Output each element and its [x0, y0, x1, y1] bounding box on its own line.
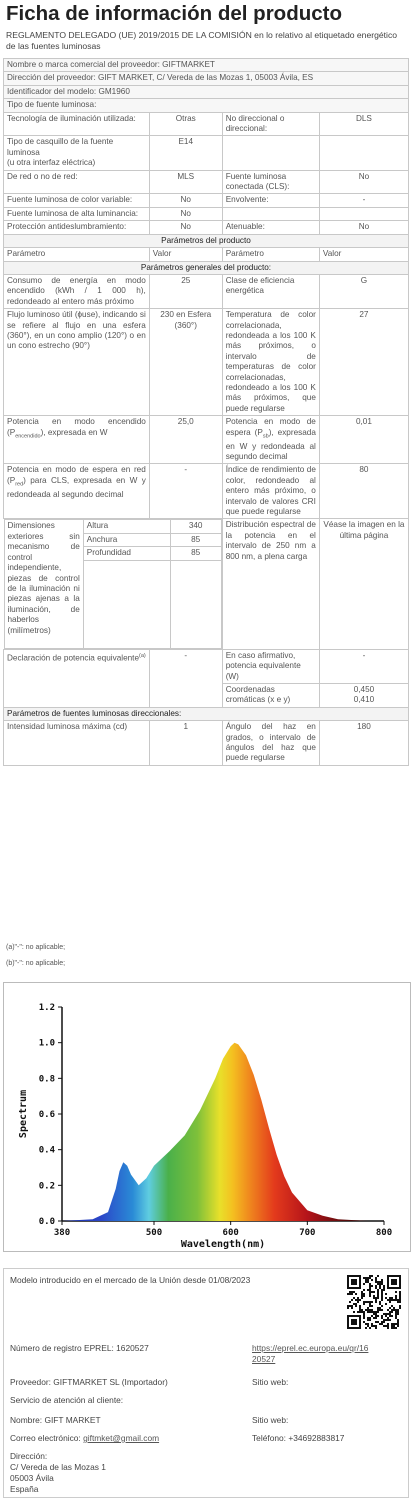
param-value: - [149, 649, 222, 707]
email-label: Correo electrónico: [10, 1433, 81, 1443]
dimensions-label: Dimensiones exteriores sin mecanismo de control independiente, piezas de control de la iluminación ni piezas ajenas a la iluminación, de haberlos (milímetros) [4, 520, 83, 648]
param-value: DLS [319, 112, 408, 136]
param-value: No [149, 194, 222, 207]
directional-title: Parámetros de fuentes luminosas direccionales: [4, 707, 409, 720]
param-value: E14 [149, 136, 222, 170]
param-label-part: Potencia en modo de espera en red (P [7, 465, 146, 485]
page-subtitle: REGLAMENTO DELEGADO (UE) 2019/2015 DE LA COMISIÓN en lo relativo al etiquetado energético de las fuentes luminosas [6, 30, 398, 51]
type-row [4, 207, 409, 220]
y-tick-label: 0.2 [38, 1181, 55, 1192]
param-label [4, 464, 150, 519]
y-tick-label: 1.0 [38, 1038, 55, 1049]
param-value: G [319, 274, 408, 308]
footnote-a: (a)"-": no aplicable; [6, 944, 66, 951]
param-subscript: encendido [15, 433, 41, 440]
param-label: Intensidad luminosa máxima (cd) [4, 721, 150, 766]
param-value [319, 683, 408, 707]
param-label: En caso afirmativo, potencia equivalente (W) [222, 649, 319, 683]
type-row [4, 112, 409, 136]
address-line: C/ Vereda de las Mozas 1 [10, 1462, 106, 1472]
general-row [4, 464, 409, 519]
phone-label: Teléfono: [252, 1433, 286, 1443]
type-row [4, 170, 409, 194]
param-label: Consumo de energía en modo encendido (kWh / 1 000 h), redondeado al entero más próximo [4, 274, 150, 308]
phone [252, 1433, 344, 1443]
param-value: - [149, 464, 222, 519]
param-value [319, 136, 408, 170]
param-label: Envolvente: [222, 194, 319, 207]
col-header: Valor [149, 248, 222, 261]
chroma-x: 0,450 [353, 684, 375, 694]
param-value: 230 en Esfera (360°) [149, 309, 222, 416]
y-tick-label: 0.0 [38, 1217, 55, 1227]
email [10, 1433, 159, 1443]
dim-label: Altura [83, 520, 170, 533]
dim-label: Anchura [83, 533, 170, 546]
param-label: No direccional o direccional: [222, 112, 319, 136]
name-label: Nombre: [10, 1415, 43, 1425]
address-line: 05003 Ávila [10, 1473, 54, 1483]
param-value: 25,0 [149, 416, 222, 464]
dim-value: 340 [170, 520, 221, 533]
market-date: Modelo introducido en el mercado de la Unión desde 01/08/2023 [10, 1275, 251, 1285]
param-label: Flujo luminoso útil (ɸuse), indicando si se refiere al flujo en una esfera (360°), en un cono amplio (120°) o en un cono estrecho (90°) [4, 309, 150, 416]
x-axis-label: Wavelength(nm) [180, 1239, 266, 1250]
website-label: Sitio web: [252, 1377, 289, 1387]
param-label: Fuente luminosa de color variable: [4, 194, 150, 207]
param-value: 25 [149, 274, 222, 308]
chroma-y: 0,410 [353, 695, 375, 705]
eprel-url-part[interactable]: https://eprel.ec.europa.eu/qr/16 [252, 1343, 369, 1353]
general-row [4, 274, 409, 308]
param-value: Véase la imagen en la última página [319, 519, 408, 649]
y-tick-label: 0.6 [38, 1110, 55, 1120]
address-row: Dirección del proveedor: GIFT MARKET, C/ Vereda de las Mozas 1, 05003 Ávila, ES [4, 72, 409, 85]
param-label-part: Declaración de potencia equivalente [7, 653, 139, 663]
type-row [4, 194, 409, 207]
type-row [4, 136, 409, 170]
provider [10, 1377, 168, 1387]
param-label-part: Potencia en modo encendido (P [7, 417, 146, 437]
dimensions-cell [4, 519, 223, 649]
param-value: 27 [319, 309, 408, 416]
param-subscript: red [15, 481, 24, 488]
param-label [222, 136, 319, 170]
param-value [319, 207, 408, 220]
type-header: Tipo de fuente luminosa: [4, 99, 409, 112]
y-tick-label: 1.2 [38, 1003, 55, 1013]
qr-code-icon[interactable] [347, 1275, 401, 1329]
y-tick-label: 0.8 [38, 1074, 55, 1085]
spectrum-chart [3, 982, 411, 1252]
service-name [10, 1415, 101, 1425]
param-label: Clase de eficiencia energética [222, 274, 319, 308]
general-row [4, 416, 409, 464]
param-label: Fuente luminosa de alta luminancia: [4, 207, 150, 220]
name-value: GIFT MARKET [44, 1415, 101, 1425]
address-label: Dirección: [10, 1451, 48, 1461]
provider-value: GIFTMARKET SL (Importador) [53, 1377, 168, 1387]
type-row [4, 221, 409, 234]
spectrum-area [62, 1043, 384, 1221]
x-tick-label: 380 [53, 1228, 71, 1238]
param-value: 180 [319, 721, 408, 766]
param-value: 0,01 [319, 416, 408, 464]
email-link[interactable]: giftmket@gmail.com [83, 1433, 160, 1443]
x-tick-label: 800 [375, 1228, 393, 1238]
footnote-b: (b)"-": no aplicable; [6, 960, 66, 967]
param-label: Distribución espectral de la potencia en el intervalo de 250 nm a 800 nm, a plena carga [222, 519, 319, 649]
param-label [222, 207, 319, 220]
address-line: España [10, 1484, 39, 1494]
param-label: De red o no de red: [4, 170, 150, 194]
param-label: Ángulo del haz en grados, o intervalo de ángulos del haz que puede regularse [222, 721, 319, 766]
general-row [4, 519, 409, 649]
product-info-table [3, 58, 409, 766]
param-value: - [319, 649, 408, 683]
param-value: No [149, 221, 222, 234]
eprel-url-part[interactable]: 20527 [252, 1354, 276, 1364]
param-label: Protección antideslumbramiento: [4, 221, 150, 234]
spectrum-svg [4, 983, 410, 1251]
param-value: No [319, 170, 408, 194]
website2-label: Sitio web: [252, 1415, 289, 1425]
general-row [4, 309, 409, 416]
param-label: Tecnología de iluminación utilizada: [4, 112, 150, 136]
phone-value: +34692883817 [288, 1433, 345, 1443]
param-label: Atenuable: [222, 221, 319, 234]
param-label-part: Potencia en modo de espera (P [225, 417, 316, 437]
eprel-reg [10, 1343, 149, 1353]
x-tick-label: 500 [145, 1228, 163, 1238]
col-header: Parámetro [4, 248, 150, 261]
reg-value: 1620527 [116, 1343, 149, 1353]
param-label [222, 416, 319, 464]
param-label-part: ), expresada en W [40, 427, 108, 437]
x-tick-label: 700 [299, 1228, 316, 1238]
x-tick-label: 600 [222, 1228, 239, 1238]
general-title: Parámetros generales del producto: [4, 261, 409, 274]
y-axis-label: Spectrum [18, 1089, 29, 1139]
eprel-panel [3, 1268, 409, 1498]
param-value: - [319, 194, 408, 207]
param-superscript: (a) [139, 652, 146, 659]
col-header: Valor [319, 248, 408, 261]
param-value: No [149, 207, 222, 220]
provider-label: Proveedor: [10, 1377, 51, 1387]
param-label: Coordenadas cromáticas (x e y) [222, 683, 319, 707]
dim-label: Profundidad [83, 547, 170, 560]
column-headers [4, 248, 409, 261]
y-tick-label: 0.4 [38, 1145, 55, 1156]
param-value: 80 [319, 464, 408, 519]
param-label: Índice de rendimiento de color, redondeado al entero más próximo, o intervalo de valores CRI que puede regularse [222, 464, 319, 519]
param-value: Otras [149, 112, 222, 136]
param-label-part: ) para CLS, expresada en W y redondeada al segundo decimal [7, 475, 146, 499]
param-value: MLS [149, 170, 222, 194]
brand-row: Nombre o marca comercial del proveedor: GIFTMARKET [4, 59, 409, 72]
dim-value: 85 [170, 533, 221, 546]
param-label [4, 416, 150, 464]
dim-value: 85 [170, 547, 221, 560]
param-label: Fuente luminosa conectada (CLS): [222, 170, 319, 194]
param-value: 1 [149, 721, 222, 766]
param-subscript: sb [262, 433, 269, 440]
page-title: Ficha de información del producto [6, 2, 342, 25]
param-label: Tipo de casquillo de la fuente luminosa (u otra interfaz eléctrica) [4, 136, 150, 170]
eprel-link[interactable] [252, 1343, 402, 1365]
param-label: Temperatura de color correlacionada, redondeada a los 100 K más próximos, o intervalo de temperaturas de color correlacionadas, redondeado a los 100 K más próximos, que puede regularse [222, 309, 319, 416]
param-value: No [319, 221, 408, 234]
param-label-part: ), expresada en W y redondeada al segundo decimal [225, 427, 316, 462]
param-label [4, 649, 150, 707]
general-row [4, 649, 409, 683]
directional-row [4, 721, 409, 766]
reg-label: Número de registro EPREL: [10, 1343, 114, 1353]
params-title: Parámetros del producto [4, 234, 409, 247]
service-label: Servicio de atención al cliente: [10, 1395, 124, 1405]
model-row: Identificador del modelo: GM1960 [4, 85, 409, 98]
col-header: Parámetro [222, 248, 319, 261]
